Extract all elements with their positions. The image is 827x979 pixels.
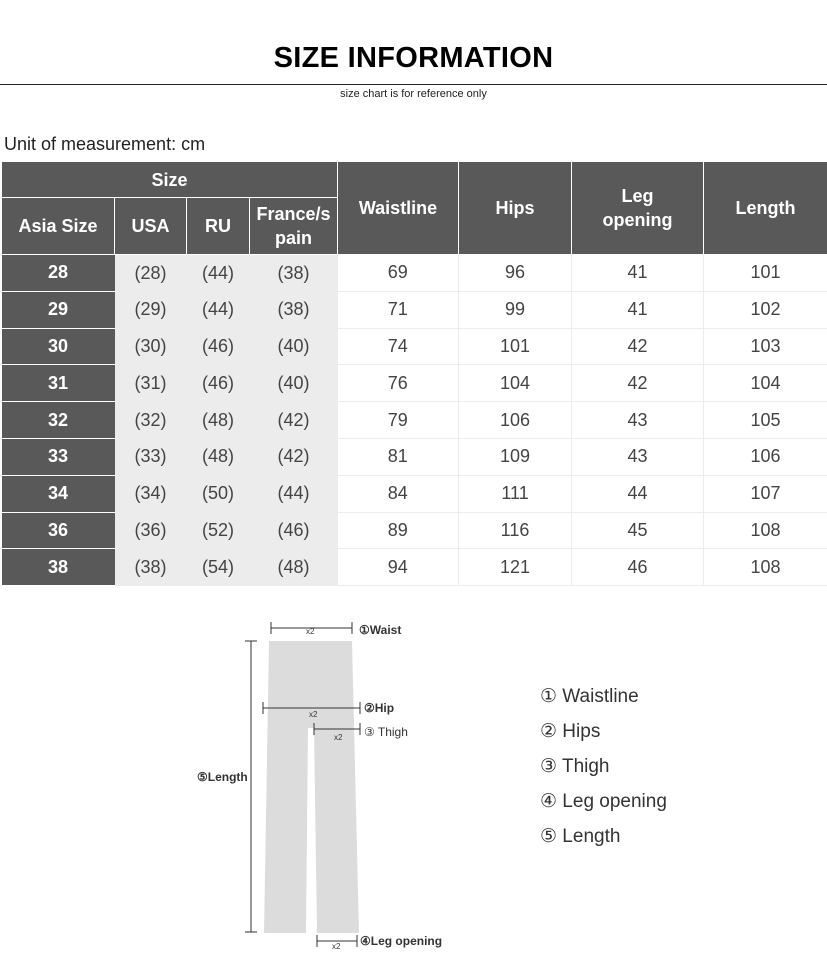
cell-france-spain: (44)	[250, 475, 338, 512]
cell-ru: (46)	[187, 328, 250, 365]
header-hips: Hips	[459, 162, 572, 255]
cell-france-spain: (38)	[250, 255, 338, 292]
cell-hips: 121	[459, 549, 572, 586]
cell-length: 106	[704, 438, 827, 475]
cell-waistline: 94	[338, 549, 459, 586]
cell-usa: (36)	[115, 512, 187, 549]
table-row	[2, 512, 827, 549]
cell-usa: (29)	[115, 291, 187, 328]
cell-usa: (28)	[115, 255, 187, 292]
cell-leg-opening: 43	[572, 438, 704, 475]
cell-length: 102	[704, 291, 827, 328]
cell-ru: (46)	[187, 365, 250, 402]
cell-ru: (48)	[187, 402, 250, 439]
table-row	[2, 438, 827, 475]
cell-length: 108	[704, 549, 827, 586]
hip-label: ②Hip	[364, 701, 395, 715]
cell-length: 105	[704, 402, 827, 439]
cell-france-spain: (42)	[250, 402, 338, 439]
cell-france-spain: (40)	[250, 365, 338, 402]
size-table	[1, 161, 827, 586]
pants-silhouette	[264, 641, 359, 933]
header-usa: USA	[115, 198, 187, 255]
cell-hips: 106	[459, 402, 572, 439]
table-row	[2, 255, 827, 292]
title-divider	[0, 84, 827, 85]
table-row	[2, 549, 827, 586]
cell-length: 107	[704, 475, 827, 512]
cell-waistline: 69	[338, 255, 459, 292]
cell-hips: 104	[459, 365, 572, 402]
unit-label: Unit of measurement: cm	[4, 134, 206, 154]
cell-waistline: 71	[338, 291, 459, 328]
page-title: SIZE INFORMATION	[273, 42, 554, 74]
cell-ru: (52)	[187, 512, 250, 549]
cell-hips: 116	[459, 512, 572, 549]
thigh-multiplier: x2	[334, 733, 343, 742]
cell-leg-opening: 45	[572, 512, 704, 549]
cell-waistline: 76	[338, 365, 459, 402]
subtitle: size chart is for reference only	[340, 88, 487, 100]
table-body	[2, 255, 827, 586]
waist-multiplier: x2	[306, 627, 315, 636]
size-group-header: Size	[2, 162, 338, 198]
cell-ru: (50)	[187, 475, 250, 512]
cell-leg-opening: 44	[572, 475, 704, 512]
header-length: Length	[704, 162, 827, 255]
cell-hips: 96	[459, 255, 572, 292]
cell-asia-size: 29	[2, 291, 115, 328]
cell-france-spain: (42)	[250, 438, 338, 475]
table-row	[2, 291, 827, 328]
length-measure-line	[245, 641, 257, 932]
cell-leg-opening: 42	[572, 328, 704, 365]
header-leg-opening-text: Leg opening	[602, 186, 673, 230]
cell-leg-opening: 41	[572, 291, 704, 328]
cell-length: 108	[704, 512, 827, 549]
legend-item-thigh: ③ Thigh	[540, 756, 610, 777]
legend-item-waistline: ① Waistline	[540, 686, 639, 707]
cell-length: 101	[704, 255, 827, 292]
cell-waistline: 74	[338, 328, 459, 365]
cell-usa: (33)	[115, 438, 187, 475]
cell-waistline: 79	[338, 402, 459, 439]
table-row	[2, 365, 827, 402]
cell-france-spain: (46)	[250, 512, 338, 549]
cell-length: 103	[704, 328, 827, 365]
thigh-label: ③ Thigh	[364, 725, 408, 739]
cell-waistline: 84	[338, 475, 459, 512]
cell-usa: (31)	[115, 365, 187, 402]
cell-waistline: 81	[338, 438, 459, 475]
cell-asia-size: 36	[2, 512, 115, 549]
cell-usa: (32)	[115, 402, 187, 439]
cell-leg-opening: 42	[572, 365, 704, 402]
table-row	[2, 475, 827, 512]
header-waistline: Waistline	[338, 162, 459, 255]
legend-item-leg-opening: ④ Leg opening	[540, 791, 667, 812]
cell-france-spain: (38)	[250, 291, 338, 328]
cell-ru: (44)	[187, 291, 250, 328]
cell-asia-size: 34	[2, 475, 115, 512]
cell-asia-size: 31	[2, 365, 115, 402]
cell-ru: (54)	[187, 549, 250, 586]
header-ru: RU	[187, 198, 250, 255]
cell-hips: 109	[459, 438, 572, 475]
cell-france-spain: (40)	[250, 328, 338, 365]
header-asia-size: Asia Size	[2, 198, 115, 255]
cell-leg-opening: 43	[572, 402, 704, 439]
cell-france-spain: (48)	[250, 549, 338, 586]
measurement-legend	[540, 684, 667, 859]
cell-length: 104	[704, 365, 827, 402]
length-label: ⑤Length	[197, 770, 248, 784]
cell-asia-size: 38	[2, 549, 115, 586]
cell-asia-size: 30	[2, 328, 115, 365]
cell-ru: (48)	[187, 438, 250, 475]
hip-multiplier: x2	[309, 710, 318, 719]
leg-opening-label: ④Leg opening	[360, 934, 443, 948]
header-france-spain-text: France/spain	[256, 204, 331, 248]
pants-diagram	[190, 612, 460, 962]
cell-usa: (38)	[115, 549, 187, 586]
cell-waistline: 89	[338, 512, 459, 549]
cell-hips: 111	[459, 475, 572, 512]
leg-opening-multiplier: x2	[332, 942, 341, 951]
legend-item-hips: ② Hips	[540, 721, 601, 742]
cell-asia-size: 32	[2, 402, 115, 439]
table-row	[2, 402, 827, 439]
cell-leg-opening: 41	[572, 255, 704, 292]
cell-usa: (30)	[115, 328, 187, 365]
waist-label: ①Waist	[359, 623, 402, 637]
cell-hips: 101	[459, 328, 572, 365]
legend-item-length: ⑤ Length	[540, 826, 621, 847]
cell-usa: (34)	[115, 475, 187, 512]
cell-asia-size: 33	[2, 438, 115, 475]
header-leg-opening	[572, 162, 704, 255]
cell-asia-size: 28	[2, 255, 115, 292]
cell-ru: (44)	[187, 255, 250, 292]
cell-leg-opening: 46	[572, 549, 704, 586]
table-row	[2, 328, 827, 365]
header-france-spain	[250, 198, 338, 255]
cell-hips: 99	[459, 291, 572, 328]
